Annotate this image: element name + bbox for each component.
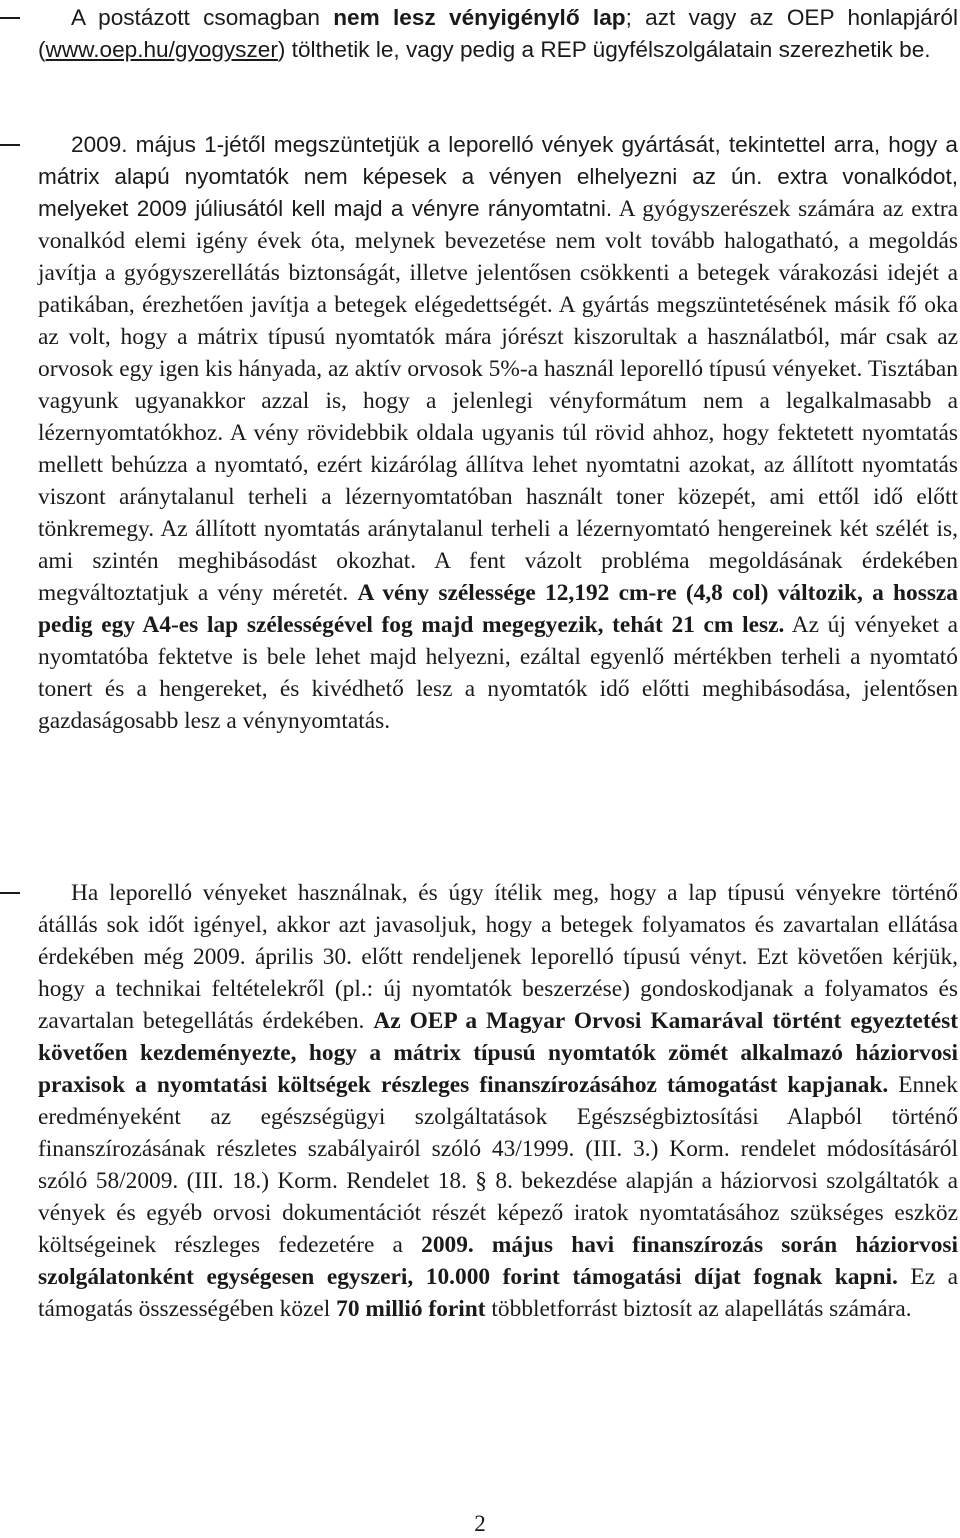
dash-bullet — [0, 892, 20, 894]
paragraph-subsidy — [38, 877, 958, 1325]
text-run: ) tölthetik le, vagy pedig a REP ügyfélszolgálatain szerezhetik be. — [277, 37, 931, 62]
bold-run: 70 millió forint — [336, 1296, 486, 1322]
page-number: 2 — [474, 1511, 486, 1536]
paragraph-prescription-request — [38, 2, 958, 66]
text-run: ; azt vagy az OEP honlapjáról ( — [38, 5, 958, 62]
text-run: Ennek eredményeként az egészségügyi szolgáltatások Egészségbiztosítási Alapból történő finanszírozásának részletes szabályairól szóló 43/1999. (III. 3.) Korm. rendelet módosításáról szóló 58/2009. (III. 18.) Korm. Rendelet 18. § 8. bekezdése alapján a háziorvosi szolgáltatók a vények és egyéb orvosi dokumentációt részét képező iratok nyomtatásához szükséges eszköz költségeinek részleges fedezetére a — [38, 1072, 958, 1258]
bold-run: nem lesz vényigénylő lap — [333, 5, 626, 30]
bold-run: Az OEP a Magyar Orvosi Kamarával történt egyeztetést követően kezdeményezte, hogy a mátrix típusú nyomtatók zömét alkalmazó háziorvosi praxisok a nyomtatási költségek részleges finanszírozásához támogatást kapjanak. — [38, 1008, 958, 1098]
dash-bullet — [0, 17, 20, 19]
paragraph-leporello-discontinued — [38, 129, 958, 737]
text-run: Ez a támogatás összességében közel — [38, 1264, 958, 1322]
text-run: többletforrást biztosít az alapellátás számára. — [485, 1296, 912, 1322]
text-run: A postázott csomagban — [71, 5, 334, 30]
text-run: Az új vényeket a nyomtatóba fektetve is bele lehet majd helyezni, ezáltal egyenlő mértékben terheli a nyomtató tonert és a hengereket, és kivédhető lesz a nyomtatók idő előtti meghibásodása, jelentősen gazdaságosabb lesz a vénynyomtatás. — [38, 612, 958, 734]
bold-run: 2009. május havi finanszírozás során háziorvosi szolgálatonként egységesen egyszeri, 10.000 forint támogatási díjat fognak kapni. — [38, 1232, 959, 1290]
oep-link[interactable]: www.oep.hu/gyogyszer — [45, 37, 278, 62]
text-run: Ha leporelló vényeket használnak, és úgy ítélik meg, hogy a lap típusú vényekre történő átállás sok időt igényel, akkor azt javasoljuk, hogy a betegek folyamatos és zavartalan ellátása érdekében még 2009. április 30. előtt rendeljenek leporelló típusú vényt. Ezt követően kérjük, hogy a technikai feltételekről (pl.: új nyomtatók beszerzése) gondoskodjanak a folyamatos és zavartalan betegellátás érdekében. — [38, 880, 958, 1034]
text-run: 2009. május 1-jétől megszüntetjük a leporelló vények gyártását, tekintettel arra, hogy a mátrix alapú nyomtatók nem képesek a vényen elhelyezni az ún. extra vonalkódot, melyeket 2009 júliusától kell majd a vényre rányomtatni. — [38, 132, 958, 221]
dash-bullet — [0, 144, 20, 146]
text-run: A gyógyszerészek számára az extra vonalkód elemi igény évek óta, melynek bevezetése nem volt tovább halogatható, a megoldás javítja a gyógyszerellátás biztonságát, illetve jelentősen csökkenti a betegek várakozási idejét a patikában, érezhetően javítja a betegek elégedettségét. A gyártás megszüntetésének másik fő oka az volt, hogy a mátrix típusú nyomtatók mára jórészt kiszorultak a használatból, már csak az orvosok egy igen kis hányada, az aktív orvosok 5%-a használ leporelló típusú vényeket. Tisztában vagyunk ugyanakkor azzal is, hogy a jelenlegi vényformátum nem a legalkalmasabb a lézernyomtatókhoz. A vény rövidebbik oldala ugyanis túl rövid ahhoz, hogy fektetett nyomtatás mellett behúzza a nyomtató, ezért kizárólag állítva lehet nyomtatni azokat, az állított nyomtatás viszont aránytalanul terheli a lézernyomtatóban használt toner közepét, ami ettől idő előtt tönkremegy. Az állított nyomtatás aránytalanul terheli a lézernyomtató hengereinek két szélét is, ami szintén meghibásodást okozhat. A fent vázolt probléma megoldásának érdekében megváltoztatjuk a vény méretét. — [38, 196, 958, 606]
bold-run: A vény szélessége 12,192 cm-re (4,8 col) változik, a hossza pedig egy A4-es lap szélességével fog majd megegyezik, tehát 21 cm lesz. — [38, 580, 958, 638]
